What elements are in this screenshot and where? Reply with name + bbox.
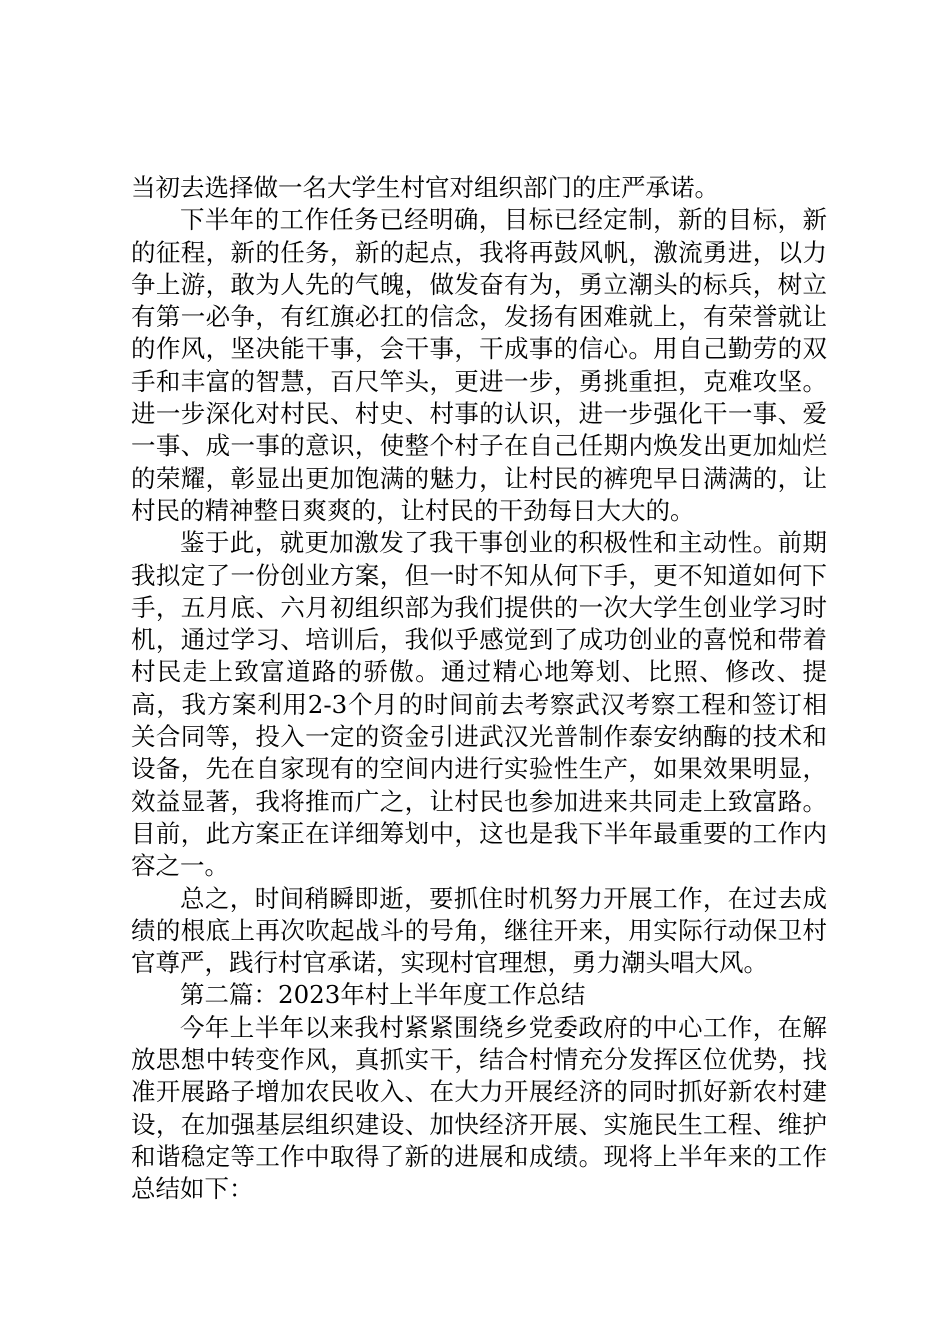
document-body (131, 172, 827, 1206)
section-heading: 第二篇：2023年村上半年度工作总结 (180, 980, 586, 1010)
paragraph-entrepreneurship: 鉴于此，就更加激发了我干事创业的积极性和主动性。前期我拟定了一份创业方案，但一时不知从何下手，更不知道如何下手，五月底、六月初组织部为我们提供的一次大学生创业学习时机，通过学习、培训后，我似乎感觉到了成功创业的喜悦和带着村民走上致富道路的骄傲。通过精心地筹划、比照、修改、提高，我方案利用2-3个月的时间前去考察武汉考察工程和签订相关合同等，投入一定的资金引进武汉光普制作泰安纳酶的技术和设备，先在自家现有的空间内进行实验性生产，如果效果明显，效益显著，我将推而广之，让村民也参加进来共同走上致富路。目前，此方案正在详细筹划中，这也是我下半年最重要的工作内容之一。 (131, 528, 827, 881)
paragraph-conclusion: 总之，时间稍瞬即逝，要抓住时机努力开展工作，在过去成绩的根底上再次吹起战斗的号角，继往开来，用实际行动保卫村官尊严，践行村官承诺，实现村官理想，勇力潮头唱大风。 (131, 883, 827, 978)
paragraph-continuation: 当初去选择做一名大学生村官对组织部门的庄严承诺。 (131, 173, 719, 202)
paragraph-second-half-plan: 下半年的工作任务已经明确，目标已经定制，新的目标，新的征程，新的任务，新的起点，我将再鼓风帆，激流勇进，以力争上游，敢为人先的气魄，做发奋有为，勇立潮头的标兵，树立有第一必争，有红旗必扛的信念，发扬有困难就上，有荣誉就让的作风，坚决能干事，会干事，干成事的信心。用自己勤劳的双手和丰富的智慧，百尺竿头，更进一步，勇挑重担，克难攻坚。进一步深化对村民、村史、村事的认识，进一步强化干一事、爱一事、成一事的意识，使整个村子在自己任期内焕发出更加灿烂的荣耀，彰显出更加饱满的魅力，让村民的裤兜早日满满的，让村民的精神整日爽爽的，让村民的干劲每日大大的。 (131, 205, 827, 525)
paragraph-section-intro: 今年上半年以来我村紧紧围绕乡党委政府的中心工作，在解放思想中转变作风，真抓实干，结合村情充分发挥区位优势，找准开展路子增加农民收入、在大力开展经济的同时抓好新农村建设，在加强基层组织建设、加快经济开展、实施民生工程、维护和谐稳定等工作中取得了新的进展和成绩。现将上半年来的工作总结如下： (131, 1012, 827, 1204)
